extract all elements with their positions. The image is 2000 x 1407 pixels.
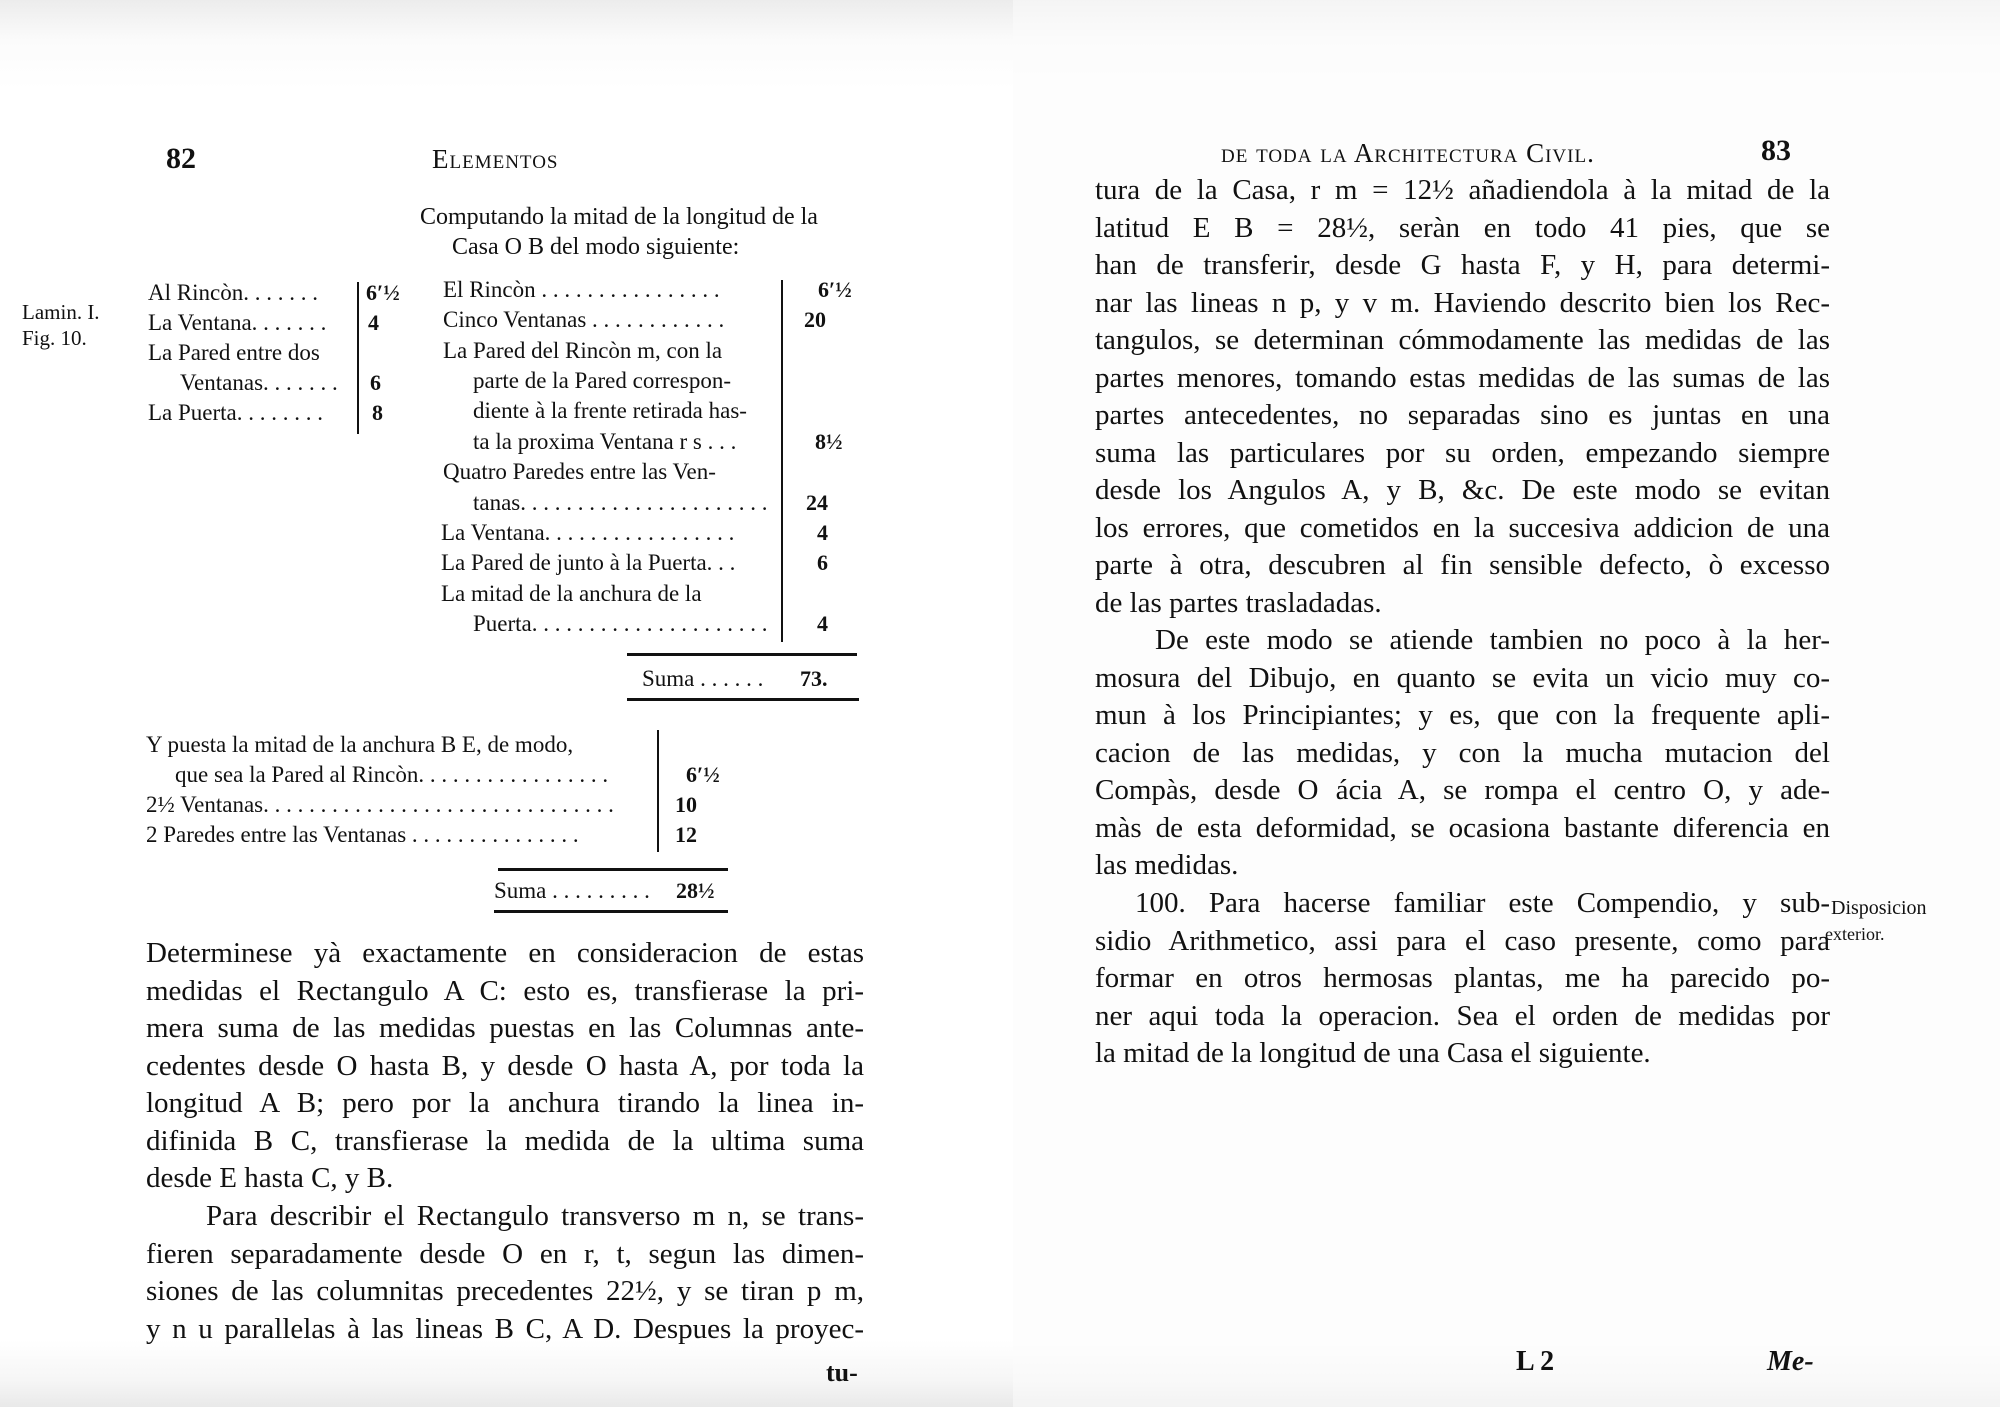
text-line: de las partes trasladadas. <box>1095 586 1382 619</box>
column-b-value: 4 <box>817 520 828 545</box>
sum-label: Suma . . . . . . . . . <box>494 878 650 903</box>
text-line: nar las lineas n p, y v m. Haviendo descrito bien los Rec- <box>1095 286 1830 319</box>
paragraph <box>1095 622 1830 885</box>
column-a-label: Al Rincòn. . . . . . . <box>148 280 318 305</box>
catchword-right: Me- <box>1767 1346 1814 1377</box>
sum-value: 73. <box>800 666 828 691</box>
margin-note-exterior: exterior. <box>1825 924 1885 944</box>
column-b-label: La Pared del Rincòn m, con la <box>443 338 723 363</box>
table-heading-line-2: Casa O B del modo siguiente: <box>452 234 740 260</box>
text-line: Compàs, desde O ácia A, se rompa el centro O, y ade- <box>1095 774 1830 806</box>
paragraph-100 <box>1095 885 1830 1073</box>
text-line: los errores, que cometidos en la succesiva addicion de una <box>1095 511 1830 544</box>
text-line: cacion de las medidas, y con la mucha mutacion del <box>1095 736 1830 769</box>
sum-rule-bottom <box>627 698 859 701</box>
text-line: medidas el Rectangulo A C: esto es, transfierase la pri- <box>146 974 864 1007</box>
column-b-value: 6′½ <box>818 277 852 302</box>
column-a-label: La Ventana. . . . . . . <box>148 310 327 335</box>
margin-note-lamina: Lamin. I. <box>22 300 100 324</box>
column-b-label: ta la proxima Ventana r s . . . <box>473 429 737 454</box>
column-a-value: 4 <box>368 310 379 335</box>
column-b-label: parte de la Pared correspon- <box>473 368 731 393</box>
text-line: sidio Arithmetico, assi para el caso presente, como para <box>1095 924 1830 957</box>
column-b-label: Puerta. . . . . . . . . . . . . . . . . . . . . <box>473 611 768 636</box>
text-line: latitud E B = 28½, seràn en todo 41 pies, que se <box>1095 211 1830 244</box>
column-c-value: 10 <box>675 792 697 817</box>
column-c-rule <box>657 730 659 852</box>
column-c-label: 2½ Ventanas. . . . . . . . . . . . . . . . . . . . . . . . . . . . . . . <box>146 792 614 817</box>
sum-label: Suma . . . . . . <box>642 666 764 691</box>
text-line: màs de esta deformidad, se ocasiona bastante diferencia en <box>1095 811 1830 844</box>
column-b-label: El Rincòn . . . . . . . . . . . . . . . . <box>443 277 720 302</box>
text-line: partes antecedentes, no separadas sino es juntas en una <box>1095 399 1830 431</box>
column-a-value: 6 <box>370 370 381 395</box>
column-b-rule <box>781 280 783 642</box>
text-line: y n u parallelas à las lineas B C, A D. Despues la proyec- <box>146 1312 864 1345</box>
paragraph <box>1095 172 1830 622</box>
text-line: tangulos, se determinan cómmodamente las medidas de las <box>1095 324 1830 356</box>
signature-mark: L 2 <box>1516 1346 1555 1377</box>
running-title-right: de toda la Architectura Civil. <box>1221 138 1595 168</box>
right-page <box>1013 0 2000 1407</box>
text-line: tura de la Casa, r m = 12½ añadiendola à la mitad de la <box>1095 174 1830 206</box>
text-line: formar en otros hermosas plantas, me ha parecido po- <box>1095 962 1830 994</box>
column-c-label: Y puesta la mitad de la anchura B E, de modo, <box>146 732 574 757</box>
paragraph <box>146 935 864 1198</box>
text-line: suma las particulares por su orden, empezando siempre <box>1095 436 1830 469</box>
text-line: parte à otra, descubren al fin sensible defecto, ò excesso <box>1095 549 1830 581</box>
column-a-label: La Puerta. . . . . . . . <box>148 400 324 425</box>
text-line: mera suma de las medidas puestas en las Columnas ante- <box>146 1012 864 1044</box>
column-b-value: 4 <box>817 611 828 636</box>
text-line: desde E hasta C, y B. <box>146 1162 394 1194</box>
text-line: ner aqui toda la operacion. Sea el orden de medidas por <box>1095 999 1830 1032</box>
column-c-value: 12 <box>675 822 697 847</box>
column-b-label: Quatro Paredes entre las Ven- <box>443 459 716 484</box>
text-line: cedentes desde O hasta B, y desde O hasta A, por toda la <box>146 1049 864 1082</box>
column-a-value: 6′½ <box>366 280 400 305</box>
text-line: difinida B C, transfierase la medida de la ultima suma <box>146 1124 864 1157</box>
catchword-left: tu- <box>826 1358 858 1387</box>
margin-note-figure: Fig. 10. <box>22 326 87 350</box>
text-line: partes menores, tomando estas medidas de las sumas de las <box>1095 361 1830 394</box>
column-b-label: tanas. . . . . . . . . . . . . . . . . . . . . . <box>473 490 768 515</box>
column-c-label: 2 Paredes entre las Ventanas . . . . . . . . . . . . . . . <box>146 822 579 847</box>
text-line: Para describir el Rectangulo transverso m n, se trans- <box>206 1200 864 1232</box>
column-b-value: 24 <box>806 490 828 515</box>
column-c-value: 6′½ <box>686 762 720 787</box>
running-title-left: Elementos <box>432 144 559 174</box>
text-line: Determinese yà exactamente en consideracion de estas <box>146 937 864 969</box>
sum-rule-top <box>498 868 728 871</box>
text-line: la mitad de la longitud de una Casa el siguiente. <box>1095 1037 1651 1069</box>
column-b-value: 20 <box>804 307 826 332</box>
page-number-left: 82 <box>166 142 196 175</box>
paragraph <box>146 1198 864 1348</box>
column-b-value: 8½ <box>815 429 843 454</box>
column-c-label: que sea la Pared al Rincòn. . . . . . . . . . . . . . . . . <box>175 762 609 787</box>
page-number-right: 83 <box>1761 134 1791 167</box>
column-a-label: Ventanas. . . . . . . <box>180 370 338 395</box>
text-line: siones de las columnitas precedentes 22½, y se tiran p m, <box>146 1275 864 1307</box>
column-b-label: La Ventana. . . . . . . . . . . . . . . . . <box>441 520 735 545</box>
text-line: longitud A B; pero por la anchura tirando la linea in- <box>146 1087 864 1119</box>
text-line: han de transferir, desde G hasta F, y H, para determi- <box>1095 249 1830 281</box>
sum-rule-bottom <box>494 910 728 913</box>
column-b-label: Cinco Ventanas . . . . . . . . . . . . <box>443 307 725 332</box>
column-a-value: 8 <box>372 400 383 425</box>
column-b-label: diente à la frente retirada has- <box>473 398 747 423</box>
column-b-label: La Pared de junto à la Puerta. . . <box>441 550 736 575</box>
text-line: De este modo se atiende tambien no poco à la her- <box>1155 624 1830 656</box>
column-a-label: La Pared entre dos <box>148 340 320 365</box>
sum-rule-top <box>627 653 857 656</box>
margin-note-disposicion: Disposicion <box>1831 897 1927 919</box>
text-line: las medidas. <box>1095 849 1239 881</box>
sum-value: 28½ <box>676 878 715 903</box>
text-line: mun à los Principiantes; y es, que con la frequente apli- <box>1095 699 1830 731</box>
text-line: mosura del Dibujo, en quanto se evita un vicio muy co- <box>1095 661 1830 694</box>
column-b-label: La mitad de la anchura de la <box>441 581 702 606</box>
column-b-value: 6 <box>817 550 828 575</box>
text-line: desde los Angulos A, y B, &c. De este modo se evitan <box>1095 474 1830 506</box>
text-line: fieren separadamente desde O en r, t, segun las dimen- <box>146 1237 864 1270</box>
table-heading-line-1: Computando la mitad de la longitud de la <box>420 204 818 230</box>
text-line: 100. Para hacerse familiar este Compendio, y sub- <box>1135 887 1830 919</box>
column-a-rule <box>357 282 359 434</box>
